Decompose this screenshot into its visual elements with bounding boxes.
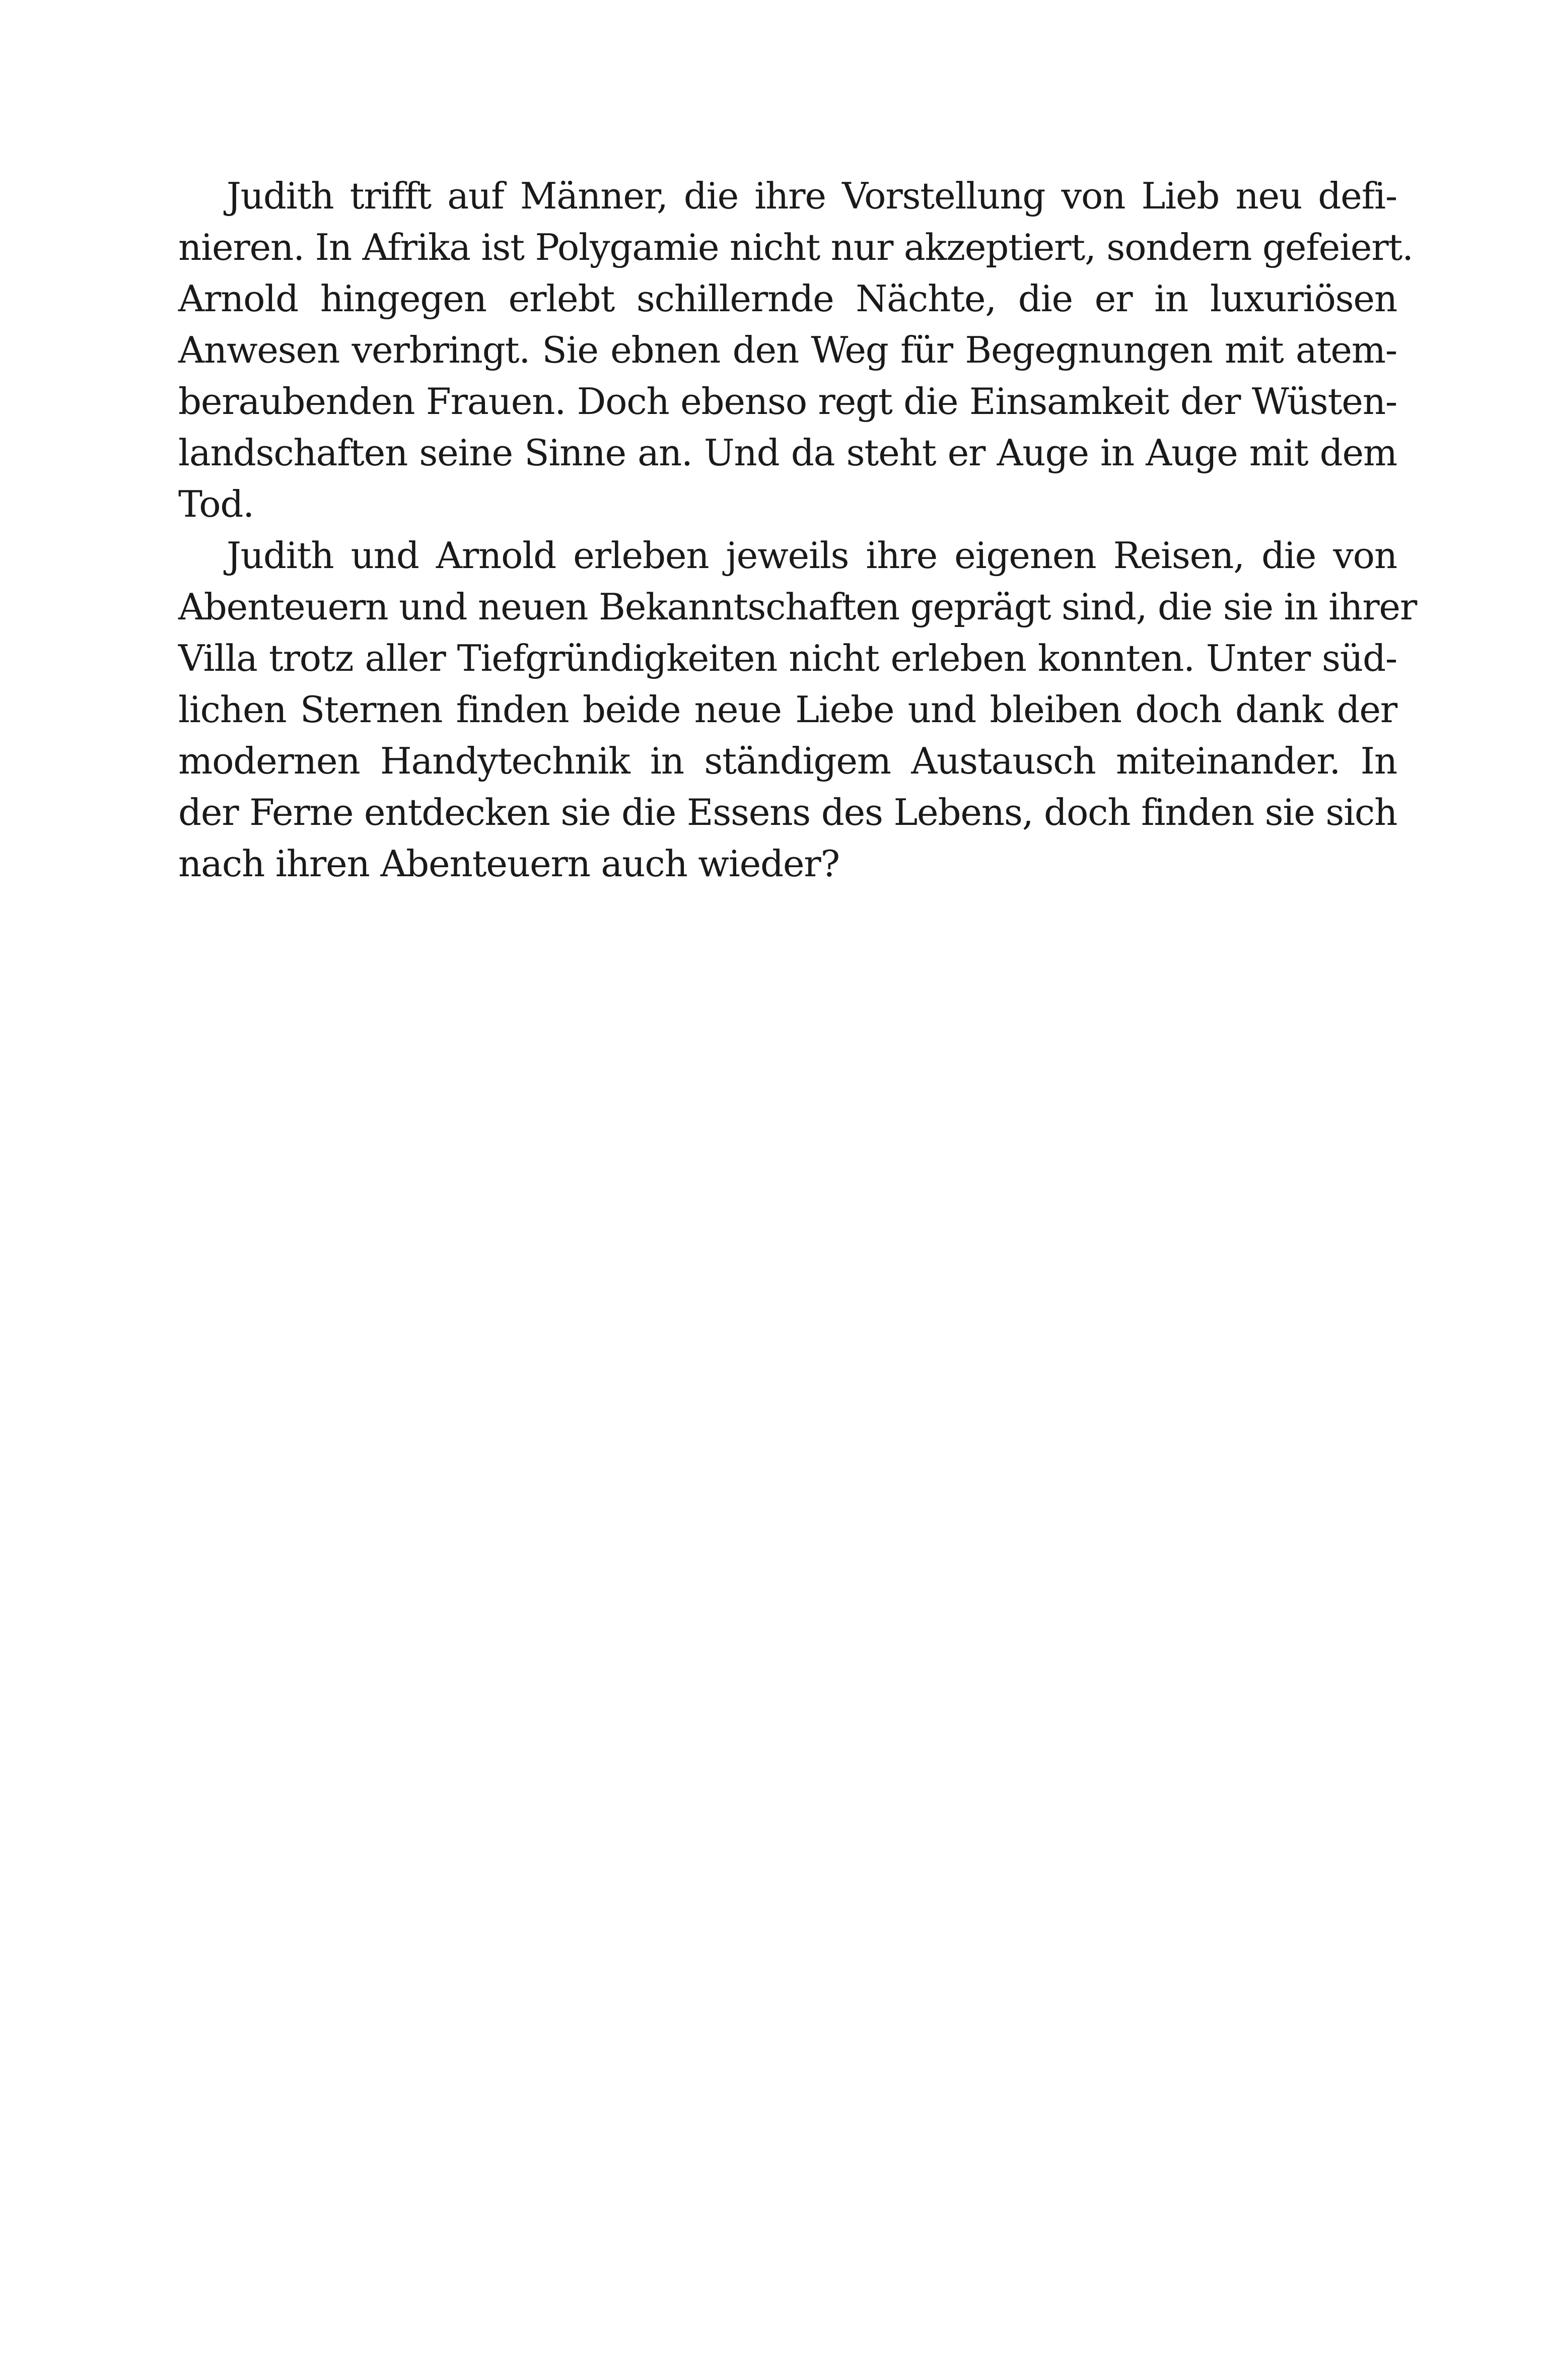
text-line: Judith und Arnold erleben jeweils ihre eigenen Reisen, die von <box>227 534 1397 577</box>
text-line: Villa trotz aller Tiefgründigkeiten nicht erleben konnten. Unter süd- <box>178 637 1397 679</box>
text-line: Arnold hingegen erlebt schillernde Nächte, die er in luxuriösen <box>178 277 1397 320</box>
text-line: Abenteuern und neuen Bekanntschaften geprägt sind, die sie in ihrer <box>178 586 1417 628</box>
body-text <box>178 170 1417 889</box>
text-line: nach ihren Abenteuern auch wieder? <box>178 843 839 885</box>
text-line: Judith trifft auf Männer, die ihre Vorstellung von Lieb neu defi- <box>227 175 1397 217</box>
text-line: Tod. <box>178 483 254 525</box>
text-line: Anwesen verbringt. Sie ebnen den Weg für Begegnungen mit atem- <box>178 329 1397 371</box>
paragraph-1 <box>178 170 1413 530</box>
text-line: modernen Handytechnik in ständigem Austausch miteinander. In <box>178 740 1397 782</box>
text-line: landschaften seine Sinne an. Und da steht er Auge in Auge mit dem <box>178 432 1397 474</box>
paragraph-2 <box>178 530 1417 889</box>
text-line: nieren. In Afrika ist Polygamie nicht nur akzeptiert, sondern gefeiert. <box>178 226 1413 268</box>
text-line: der Ferne entdecken sie die Essens des Lebens, doch finden sie sich <box>178 791 1397 833</box>
text-line: lichen Sternen finden beide neue Liebe und bleiben doch dank der <box>178 688 1397 731</box>
text-line: beraubenden Frauen. Doch ebenso regt die Einsamkeit der Wüsten- <box>178 380 1397 423</box>
